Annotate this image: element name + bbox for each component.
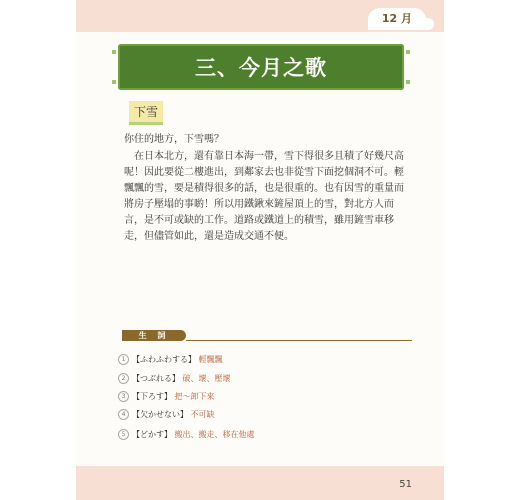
chapter-title-banner [118, 44, 404, 90]
vocab-term: 【欠かせない】 [132, 410, 188, 419]
pixel-decoration [406, 80, 410, 84]
vocab-meaning: 把～卸下來 [174, 392, 215, 401]
vocabulary-item [118, 409, 215, 420]
vocabulary-rule [186, 340, 412, 341]
vocabulary-item [118, 354, 223, 365]
item-number: 1 [118, 354, 129, 365]
month-label: 12 月 [368, 8, 426, 30]
vocabulary-header [122, 330, 412, 342]
vocab-term: 【どかす】 [132, 430, 172, 439]
vocabulary-item [118, 429, 255, 440]
intro-question: 你住的地方，下雪嗎？ [124, 134, 224, 145]
vocabulary-item [118, 373, 231, 384]
vocabulary-item [118, 391, 215, 402]
item-number: 5 [118, 429, 129, 440]
vocab-term: 【下ろす】 [132, 392, 172, 401]
chapter-title: 三、今月之歌 [195, 56, 327, 80]
page-number: 51 [399, 479, 412, 490]
vocab-meaning: 破、壞、壓壞 [182, 374, 231, 383]
vocab-meaning: 輕飄飄 [198, 355, 223, 364]
vocab-meaning: 不可缺 [190, 410, 215, 419]
vocab-meaning: 搬出、搬走、移在他處 [174, 430, 255, 439]
footer-band [76, 466, 444, 500]
item-number: 2 [118, 373, 129, 384]
body-paragraph: 在日本北方，還有靠日本海一帶，雪下得很多且積了好幾尺高呢！因此要從二樓進出，到鄰家去也非從雪下面挖個洞不可。輕飄飄的雪，要是積得很多的話，也是很重的。也有因雪的重量而將房子壓塌的事喲！所以用鐵鍬來鏟屋頂上的雪，對北方人而言，是不可或缺的工作。道路或鐵道上的積雪，雖用鏟雪車移走，但儘管如此，還是造成交通不便。 [124, 151, 404, 242]
item-number: 4 [118, 409, 129, 420]
section-subtitle: 下雪 [129, 101, 163, 125]
vocab-term: 【ふわふわする】 [132, 355, 196, 364]
book-page [76, 0, 444, 500]
vocabulary-heading: 生 詞 [122, 330, 186, 341]
vocab-term: 【つぶれる】 [132, 374, 180, 383]
pixel-decoration [406, 50, 410, 54]
pixel-decoration [112, 80, 116, 84]
pixel-decoration [112, 50, 116, 54]
item-number: 3 [118, 391, 129, 402]
